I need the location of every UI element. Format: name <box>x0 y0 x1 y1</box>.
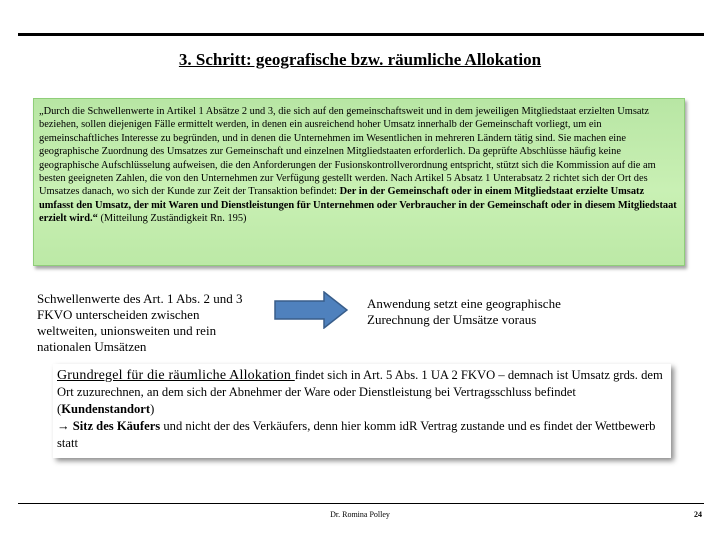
quote-text: „Durch die Schwellenwerte in Artikel 1 Absätze 2 und 3, die sich auf den gemeinschaftsweit und in dem jeweiligen Mitgliedstaat erzielten Umsatz beziehen, sollen diejenigen Fälle ermittelt werden, in denen ein ausreichend hoher Umsatz innerhalb der Gemeinschaft vorliegt, um ein gemeinschaftliches Interesse zu begründen, und in denen die Unternehmen im Wesentlichen in mehreren Ländern tätig sind. Sie machen eine geographische Zuordnung des Umsatzes zur Gemeinschaft und einzelnen Mitgliedstaaten erforderlich. Da geprüfte Abschlüsse häufig keine geographische Aufschlüsselung aufweisen, die den Anforderungen der Fusionskontrollverordnung entspricht, stützt sich die Kommission auf die am besten geeigneten Zahlen, die von den Unternehmen zur Verfügung gestellt werden. Nach Artikel 5 Absatz 1 Unterabsatz 2 richtet sich der Ort des Umsatzes danach, wo sich der Kunde zur Zeit der Transaktion befindet: <box>39 106 656 198</box>
quote-source: (Mitteilung Zuständigkeit Rn. 195) <box>97 213 247 225</box>
rule-ending: und nicht der des Verkäufers, denn hier komm idR Vertrag zustande und es findet der Wettbewerb statt <box>57 419 656 450</box>
rule-paren-close: ) <box>150 402 155 416</box>
quote-box <box>33 98 685 266</box>
right-arrow-icon <box>274 291 348 329</box>
rule-text: findet sich in Art. 5 Abs. 1 UA 2 FKVO – demnach ist Umsatz grds. dem Ort zuzurechnen, an dem sich der Abnehmer der Ware oder Dienstleistung bei Vertragsschluss befindet ( <box>57 368 663 416</box>
kundenstandort-text: Kundenstandort <box>61 402 151 416</box>
thresholds-text: Schwellenwerte des Art. 1 Abs. 2 und 3 FKVO unterscheiden zwischen weltweiten, unionsweiten und rein nationalen Umsätzen <box>37 291 243 354</box>
quote-bold-text: Der in der Gemeinschaft oder in einem Mitgliedstaat erzielte Umsatz umfasst den Umsatz, der mit Waren und Dienstleistungen für Unternehmen oder Verbraucher in der Gemeinschaft oder in diesem Mitgliedstaat erzielt wird.“ <box>39 186 677 225</box>
allocation-text: Anwendung setzt eine geographische Zurechnung der Umsätze voraus <box>367 296 561 327</box>
top-rule <box>18 33 704 36</box>
rule-heading: Grundregel für die räumliche Allokation <box>57 368 295 383</box>
page-number: 24 <box>694 510 702 519</box>
bottom-rule <box>18 503 704 504</box>
footer-author: Dr. Romina Polley <box>330 510 390 519</box>
slide-title: 3. Schritt: geografische bzw. räumliche Allokation <box>178 50 542 69</box>
basic-rule-box <box>53 364 671 458</box>
sitz-text: Sitz des Käufers <box>72 419 161 433</box>
arrow-symbol: → <box>57 419 73 433</box>
